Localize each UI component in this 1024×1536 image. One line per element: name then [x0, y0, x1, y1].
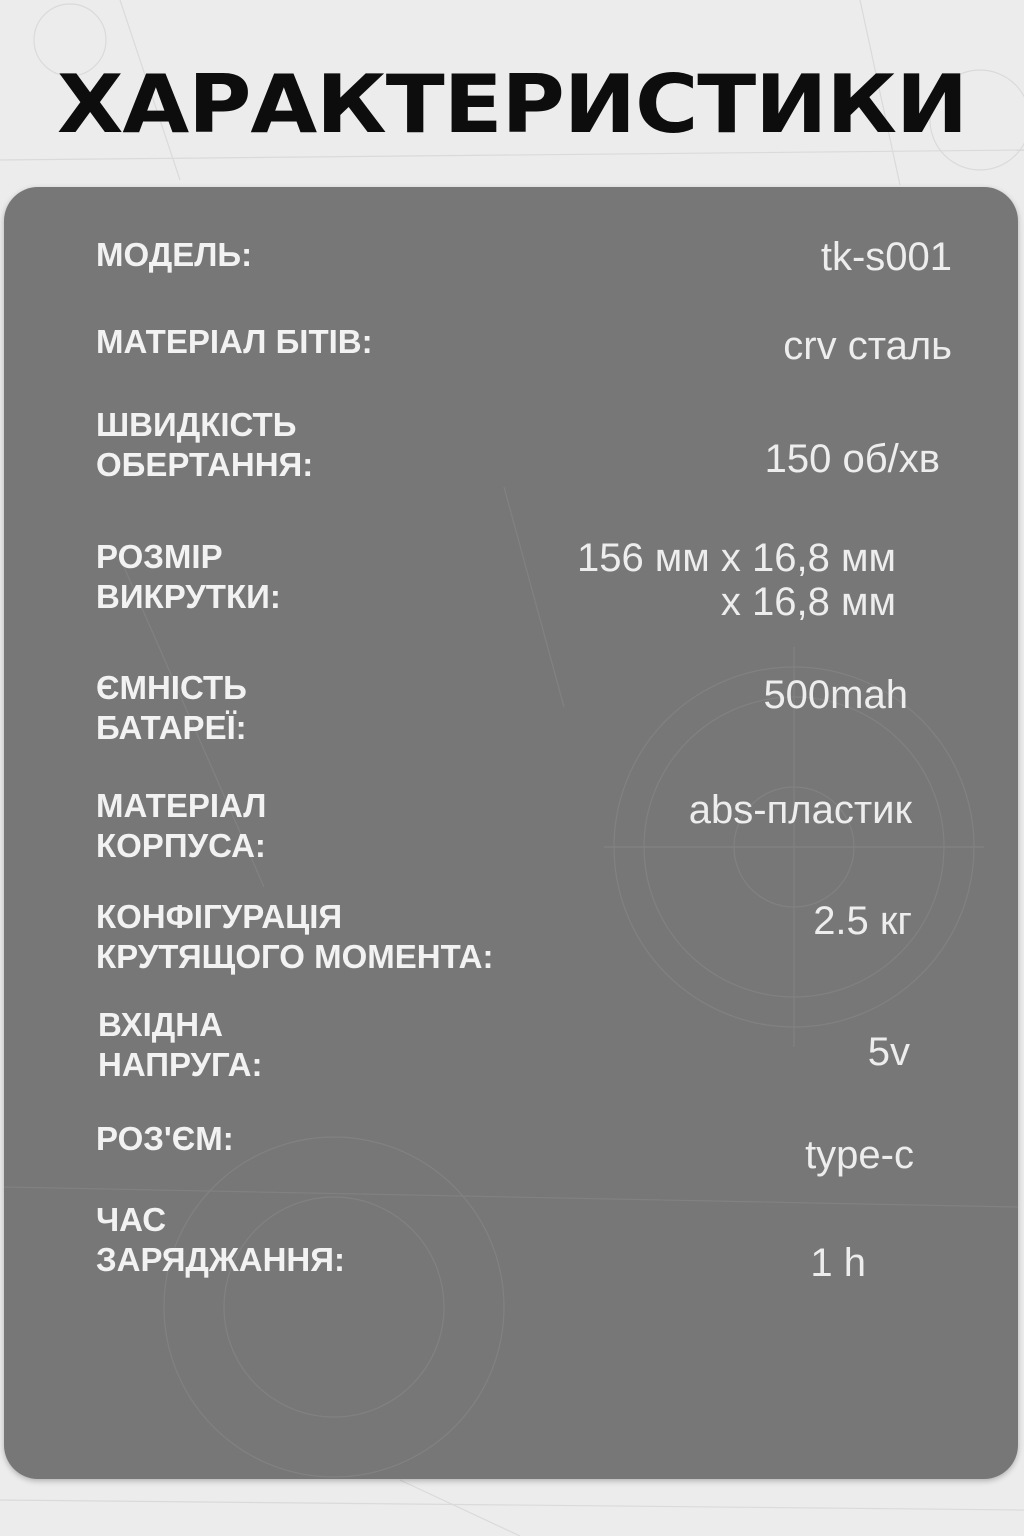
spec-value-input-voltage: 5v — [867, 1030, 910, 1074]
spec-value-battery-capacity: 500mah — [763, 673, 908, 717]
spec-value-body-material: abs-пластик — [688, 788, 912, 832]
spec-label-charging-time: ЧАС ЗАРЯДЖАННЯ: — [96, 1201, 345, 1278]
spec-label-connector: РОЗ'ЄМ: — [96, 1120, 234, 1157]
spec-value-torque-configuration: 2.5 кг — [813, 899, 912, 943]
spec-label-input-voltage: ВХІДНА НАПРУГА: — [98, 1006, 263, 1083]
spec-value-charging-time: 1 h — [810, 1241, 866, 1285]
specs-card — [4, 187, 1018, 1479]
spec-value-rotation-speed: 150 об/хв — [764, 437, 940, 481]
spec-label-bit-material: МАТЕРІАЛ БІТІВ: — [96, 323, 373, 360]
spec-label-model: МОДЕЛЬ: — [96, 236, 253, 273]
spec-value-bit-material: crv сталь — [783, 324, 952, 368]
spec-value-screwdriver-size: 156 мм х 16,8 мм х 16,8 мм — [576, 536, 896, 624]
spec-label-torque-configuration: КОНФІГУРАЦІЯ КРУТЯЩОГО МОМЕНТА: — [96, 898, 494, 975]
spec-label-screwdriver-size: РОЗМІР ВИКРУТКИ: — [96, 538, 281, 615]
spec-value-connector: type-c — [805, 1133, 914, 1177]
spec-value-model: tk-s001 — [820, 235, 952, 279]
spec-label-rotation-speed: ШВИДКІСТЬ ОБЕРТАННЯ: — [96, 406, 314, 483]
page-title: ХАРАКТЕРИСТИКИ — [56, 58, 968, 151]
spec-label-battery-capacity: ЄМНІСТЬ БАТАРЕЇ: — [96, 669, 247, 746]
spec-label-body-material: МАТЕРІАЛ КОРПУСА: — [96, 787, 267, 864]
